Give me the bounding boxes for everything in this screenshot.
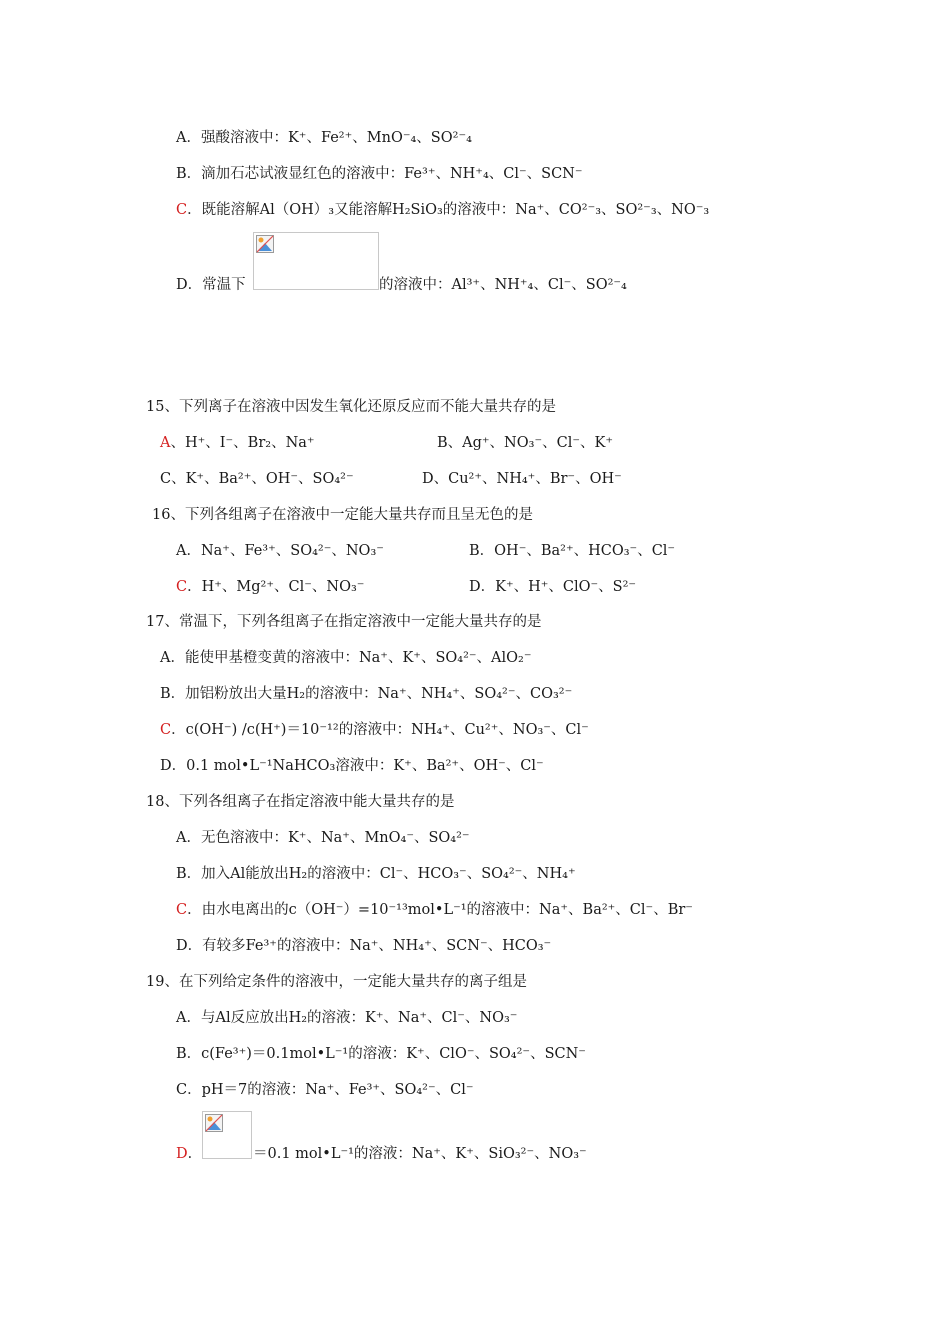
broken-image-icon — [205, 1114, 223, 1132]
q19-option-c: C．pH＝7的溶液：Na⁺、Fe³⁺、SO₄²⁻、Cl⁻ — [176, 1082, 474, 1098]
q17-option-a: A．能使甲基橙变黄的溶液中：Na⁺、K⁺、SO₄²⁻、AlO₂⁻ — [160, 650, 532, 666]
q15-option-a-text: 、H⁺、I⁻、Br₂、Na⁺ — [170, 435, 315, 451]
q17-option-c-text: ．c(OH⁻) /c(H⁺)＝10⁻¹²的溶液中：NH₄⁺、Cu²⁺、NO₃⁻、Cl⁻ — [171, 722, 589, 738]
broken-image-icon — [256, 235, 274, 253]
q16-option-a: A．Na⁺、Fe³⁺、SO₄²⁻、NO₃⁻ — [176, 543, 384, 559]
q17-option-c-letter: C — [160, 722, 172, 738]
q16-option-c-text: ．H⁺、Mg²⁺、Cl⁻、NO₃⁻ — [187, 579, 365, 595]
q14-option-c-text: ．既能溶解Al（OH）₃又能溶解H₂SiO₃的溶液中：Na⁺、CO²⁻₃、SO²⁻₃、NO⁻₃ — [187, 202, 710, 218]
q15-option-a — [160, 433, 315, 453]
q18-option-a: A．无色溶液中：K⁺、Na⁺、MnO₄⁻、SO₄²⁻ — [176, 830, 470, 846]
q19-option-d-suffix: ＝0.1 mol•L⁻¹的溶液：Na⁺、K⁺、SiO₃²⁻、NO₃⁻ — [253, 1146, 587, 1162]
q19-stem: 19、在下列给定条件的溶液中，一定能大量共存的离子组是 — [146, 974, 527, 990]
q18-option-c-letter: C — [176, 902, 188, 918]
q14-option-b: B．滴加石芯试液显红色的溶液中：Fe³⁺、NH⁺₄、Cl⁻、SCN⁻ — [176, 166, 583, 182]
q15-option-a-letter: A — [160, 435, 171, 451]
q19-option-d-letter: D — [176, 1146, 188, 1162]
formula-image-placeholder-2 — [202, 1111, 252, 1159]
q18-option-d: D．有较多Fe³⁺的溶液中：Na⁺、NH₄⁺、SCN⁻、HCO₃⁻ — [176, 938, 552, 954]
q16-option-c-letter: C — [176, 579, 188, 595]
q18-option-b: B．加入Al能放出H₂的溶液中：Cl⁻、HCO₃⁻、SO₄²⁻、NH₄⁺ — [176, 866, 576, 882]
formula-image-placeholder — [253, 232, 379, 290]
q19-option-b: B．c(Fe³⁺)＝0.1mol•L⁻¹的溶液：K⁺、ClO⁻、SO₄²⁻、SCN⁻ — [176, 1046, 586, 1062]
q16-stem: 16、下列各组离子在溶液中一定能大量共存而且呈无色的是 — [152, 507, 533, 523]
q15-option-b: B、Ag⁺、NO₃⁻、Cl⁻、K⁺ — [437, 435, 613, 451]
q15-stem: 15、下列离子在溶液中因发生氧化还原反应而不能大量共存的是 — [146, 399, 556, 415]
q18-option-c-text: ．由水电离出的c（OH⁻）=10⁻¹³mol•L⁻¹的溶液中：Na⁺、Ba²⁺、Cl⁻、Br⁻ — [187, 902, 693, 918]
q17-option-c — [160, 720, 589, 740]
q15-option-d: D、Cu²⁺、NH₄⁺、Br⁻、OH⁻ — [422, 471, 622, 487]
q14-option-d-suffix: 的溶液中：Al³⁺、NH⁺₄、Cl⁻、SO²⁻₄ — [379, 277, 627, 293]
q19-option-d-prefix — [176, 1144, 202, 1164]
q14-option-c — [176, 200, 709, 220]
q16-option-d: D．K⁺、H⁺、ClO⁻、S²⁻ — [469, 579, 637, 595]
q17-option-d: D．0.1 mol•L⁻¹NaHCO₃溶液中：K⁺、Ba²⁺、OH⁻、Cl⁻ — [160, 758, 544, 774]
q17-option-b: B．加铝粉放出大量H₂的溶液中：Na⁺、NH₄⁺、SO₄²⁻、CO₃²⁻ — [160, 686, 573, 702]
q18-option-c — [176, 900, 693, 920]
q14-option-d-prefix: D．常温下 — [176, 277, 246, 293]
q17-stem: 17、常温下，下列各组离子在指定溶液中一定能大量共存的是 — [146, 614, 542, 630]
q18-stem: 18、下列各组离子在指定溶液中能大量共存的是 — [146, 794, 455, 810]
q14-option-c-letter: C — [176, 202, 188, 218]
q15-option-c: C、K⁺、Ba²⁺、OH⁻、SO₄²⁻ — [160, 471, 354, 487]
q16-option-c — [176, 577, 364, 597]
q19-option-a: A．与Al反应放出H₂的溶液：K⁺、Na⁺、Cl⁻、NO₃⁻ — [176, 1010, 518, 1026]
q16-option-b: B．OH⁻、Ba²⁺、HCO₃⁻、Cl⁻ — [469, 543, 676, 559]
q19-option-d-dot: ． — [187, 1146, 203, 1162]
q14-option-a: A．强酸溶液中：K⁺、Fe²⁺、MnO⁻₄、SO²⁻₄ — [176, 130, 472, 146]
